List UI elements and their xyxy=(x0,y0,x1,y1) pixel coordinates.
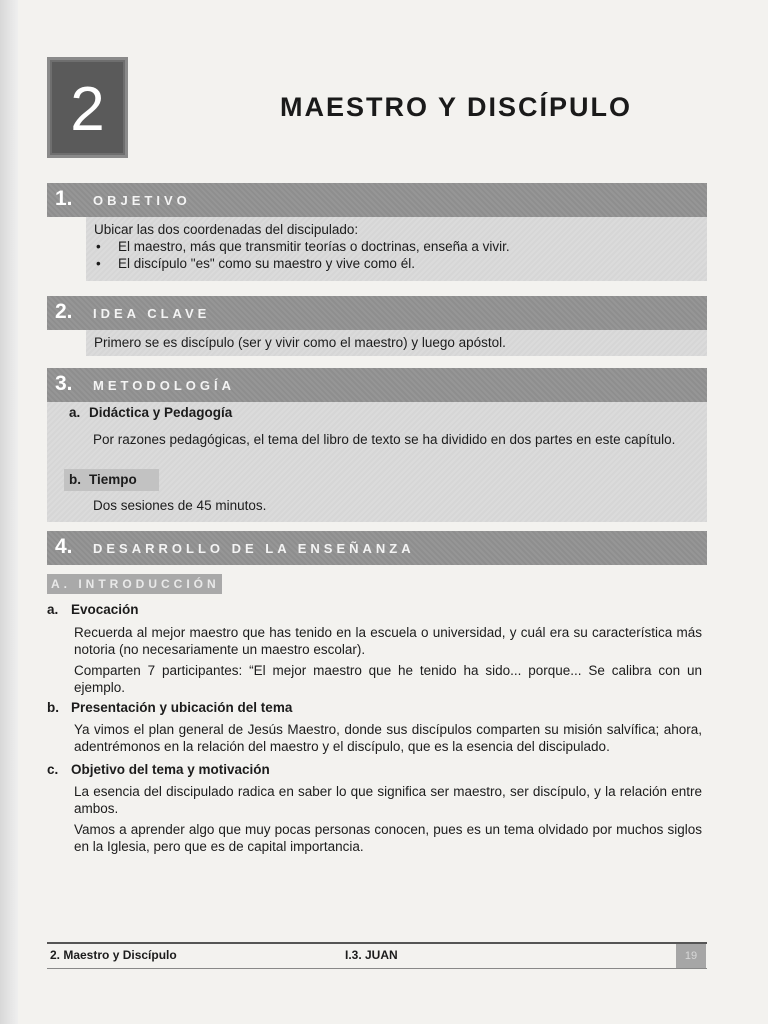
desarrollo-a-title: Evocación xyxy=(71,602,139,617)
metodologia-a-title: Didáctica y Pedagogía xyxy=(89,405,233,420)
chapter-title: MAESTRO Y DISCÍPULO xyxy=(280,92,633,122)
desarrollo-a-letter: a. xyxy=(47,602,59,617)
chapter-number-box xyxy=(47,57,128,158)
section-objetivo-body xyxy=(86,217,707,281)
desarrollo-a-text xyxy=(74,624,702,700)
desarrollo-a-heading xyxy=(47,602,139,617)
desarrollo-a-paragraph-1: Recuerda al mejor maestro que has tenido en la escuela o universidad, y cuál era su característica más notoria (no necesariamente un maestro escolar). xyxy=(74,625,702,657)
desarrollo-c-text xyxy=(74,783,702,859)
objetivo-bullet-1: • El maestro, más que transmitir teorías o doctrinas, enseña a vivir. xyxy=(94,238,699,255)
desarrollo-c-letter: c. xyxy=(47,762,59,777)
desarrollo-a-paragraph-2: Comparten 7 participantes: “El mejor maestro que he tenido ha sido... porque... Se calibra con un ejemplo. xyxy=(74,663,702,695)
footer-section-ref: I.3. JUAN xyxy=(345,948,398,962)
section-label: OBJETIVO xyxy=(93,193,191,208)
metodologia-b-heading xyxy=(69,472,137,487)
desarrollo-c-paragraph-2: Vamos a aprender algo que muy pocas personas conocen, pues es un tema olvidado por muchos siglos en la Iglesia, pero que es de capital importancia. xyxy=(74,822,702,854)
footer-divider-top xyxy=(47,942,707,944)
idea-clave-text: Primero se es discípulo (ser y vivir como el maestro) y luego apóstol. xyxy=(94,335,506,350)
section-number: 4. xyxy=(55,535,73,558)
footer-divider-bottom xyxy=(47,968,707,969)
footer-chapter-title: 2. Maestro y Discípulo xyxy=(50,948,177,962)
metodologia-b-title: Tiempo xyxy=(89,472,137,487)
metodologia-a-text xyxy=(93,431,693,452)
objetivo-intro: Ubicar las dos coordenadas del discipulado: xyxy=(94,222,359,237)
footer-page-number: 19 xyxy=(676,944,706,968)
metodologia-a-letter: a. xyxy=(69,405,81,420)
section-idea-clave-body xyxy=(86,330,707,356)
metodologia-b-letter: b. xyxy=(69,472,81,487)
desarrollo-c-heading xyxy=(47,762,270,777)
desarrollo-b-letter: b. xyxy=(47,700,59,715)
section-number: 3. xyxy=(55,372,73,395)
section-metodologia-header xyxy=(47,368,707,402)
section-label: METODOLOGÍA xyxy=(93,378,235,393)
section-label: DESARROLLO DE LA ENSEÑANZA xyxy=(93,541,415,556)
section-number: 2. xyxy=(55,300,73,323)
desarrollo-b-title: Presentación y ubicación del tema xyxy=(71,700,293,715)
desarrollo-c-title: Objetivo del tema y motivación xyxy=(71,762,270,777)
metodologia-b-paragraph: Dos sesiones de 45 minutos. xyxy=(93,498,267,513)
section-idea-clave-header xyxy=(47,296,707,330)
desarrollo-b-heading xyxy=(47,700,292,715)
desarrollo-b-text xyxy=(74,721,702,759)
desarrollo-c-paragraph-1: La esencia del discipulado radica en saber lo que significa ser maestro, ser discípulo, y la relación entre ambos. xyxy=(74,784,702,816)
objetivo-bullet-2: • El discípulo "es" como su maestro y vive como él. xyxy=(94,255,699,272)
desarrollo-b-paragraph-1: Ya vimos el plan general de Jesús Maestro, donde sus discípulos comparten su misión salvífica; ahora, adentrémonos en la relación del maestro y el discípulo, que es la esencia del discipulado. xyxy=(74,722,702,754)
section-number: 1. xyxy=(55,187,73,210)
page-edge xyxy=(0,0,18,1024)
section-desarrollo-header xyxy=(47,531,707,565)
chapter-number: 2 xyxy=(70,75,105,144)
section-objetivo-header xyxy=(47,183,707,217)
section-label: IDEA CLAVE xyxy=(93,306,211,321)
metodologia-a-paragraph: Por razones pedagógicas, el tema del libro de texto se ha dividido en dos partes en este capítulo. xyxy=(93,432,676,447)
metodologia-b-text xyxy=(93,497,693,518)
introduccion-tag: A. INTRODUCCIÓN xyxy=(47,574,222,594)
metodologia-a-heading xyxy=(69,405,232,420)
